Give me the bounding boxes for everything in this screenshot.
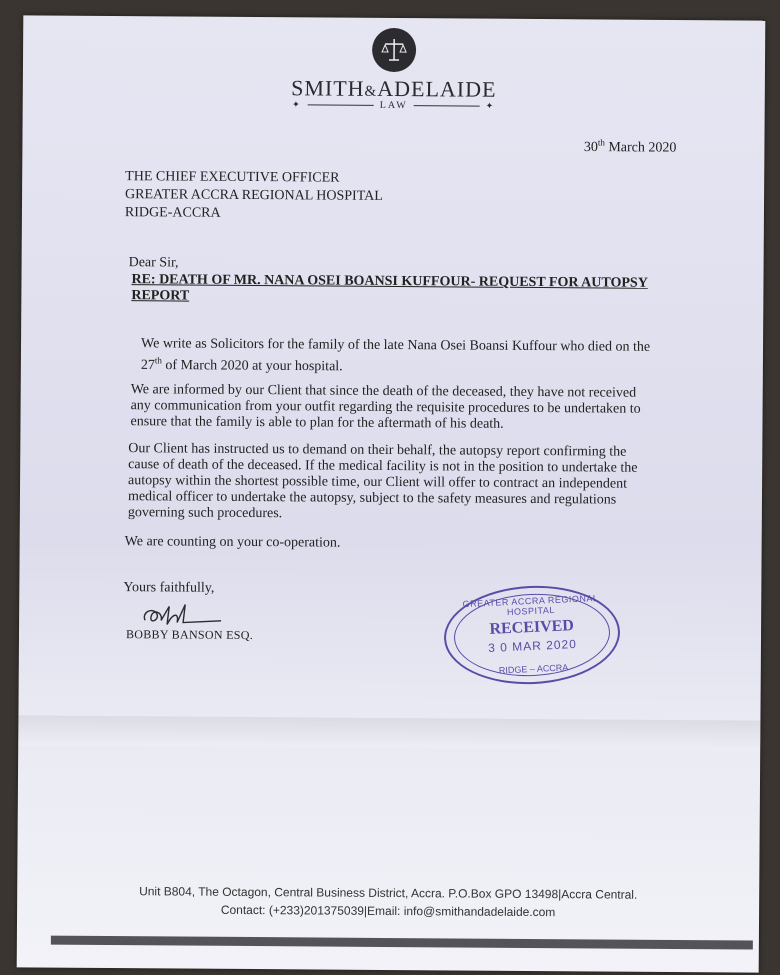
closing: Yours faithfully, (123, 580, 215, 596)
star-ornament-icon: ✦ (485, 100, 496, 111)
paper-fold (18, 715, 760, 750)
recipient-line: THE CHIEF EXECUTIVE OFFICER (125, 169, 340, 186)
star-ornament-icon: ✦ (292, 99, 302, 110)
footer-contact: Contact: (+233)201375039|Email: info@smithandadelaide.com (220, 902, 556, 920)
recipient-address (125, 168, 383, 224)
letter-date: 30th March 2020 (583, 137, 677, 156)
signer-name: BOBBY BANSON ESQ. (125, 627, 254, 643)
stamp-date: 3 0 MAR 2020 (487, 636, 578, 655)
recipient-line: RIDGE-ACCRA (124, 205, 221, 221)
divider (414, 105, 480, 106)
scales-of-justice-icon (372, 28, 416, 72)
stamp-location: RIDGE – ACCRA (498, 662, 569, 676)
footer-bar (51, 936, 753, 950)
firm-name: SMITH&ADELAIDE (291, 75, 497, 102)
letter-footer (17, 881, 759, 922)
paragraph: We are informed by our Client that since the death of the deceased, they have not received any communication from your outfit regarding the requisite procedures to be undertaken to ensure that the family is able to plan for the aftermath of his death. (130, 382, 641, 432)
salutation: Dear Sir, (128, 255, 179, 271)
footer-address: Unit B804, The Octagon, Central Business District, Accra. P.O.Box GPO 13498|Accra Central. (139, 884, 638, 902)
received-stamp (442, 582, 622, 688)
divider (308, 104, 374, 105)
firm-sub-label: LAW (379, 99, 408, 112)
letterhead (23, 25, 766, 113)
recipient-line: GREATER ACCRA REGIONAL HOSPITAL (125, 187, 383, 204)
paragraph: We are counting on your co-operation. (124, 534, 341, 551)
stamp-status: RECEIVED (489, 617, 575, 638)
paragraph: We write as Solicitors for the family of the late Nana Osei Boansi Kuffour who died on the 27th of March 2020 at your hospital. (140, 336, 651, 375)
subject-line: RE: DEATH OF MR. NANA OSEI BOANSI KUFFOUR- REQUEST FOR AUTOPSY REPORT (131, 272, 648, 304)
stamp-institution: GREATER ACCRA REGIONAL HOSPITAL (462, 592, 599, 618)
letter-page (17, 15, 766, 972)
paragraph: Our Client has instructed us to demand on their behalf, the autopsy report confirming the cause of death of the deceased. If the medical facility is not in the position to undertake the autopsy within the shortest possible time, our Client will offer to contract an independent medical officer to undertake the autopsy, subject to the safety measures and regulations governing such procedures. (127, 441, 638, 522)
